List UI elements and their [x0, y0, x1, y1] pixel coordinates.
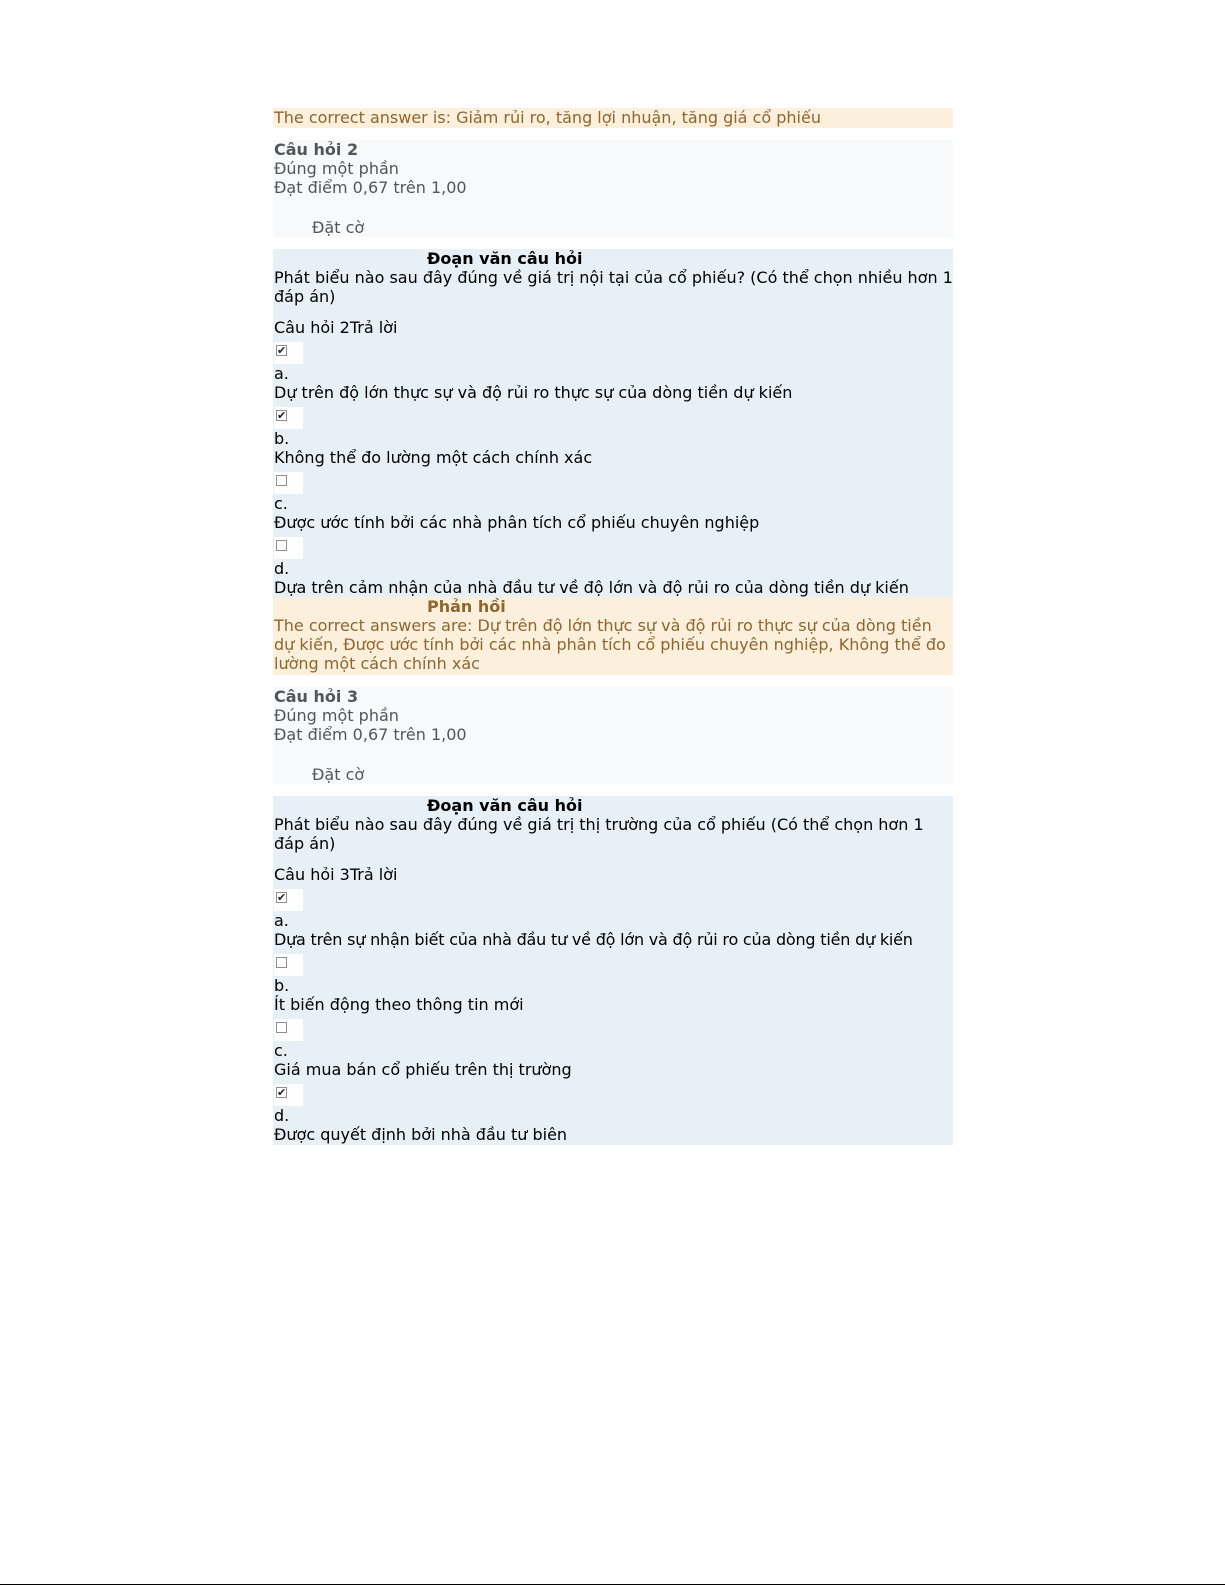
question-state: Đúng một phần	[274, 706, 399, 725]
question-content-q2	[273, 249, 953, 597]
correct-answers-text: The correct answers are: Dự trên độ lớn thực sự và độ rủi ro thực sự của dòng tiền dự kiến, Được ước tính bởi các nhà phân tích cổ phiếu chuyên nghiệp, Không thể đo lường một cách chính xác	[274, 616, 946, 673]
option-text[interactable]: Giá mua bán cổ phiếu trên thị trường	[274, 1060, 572, 1079]
option-checkbox-container	[274, 407, 303, 429]
option-d-checkbox[interactable]	[276, 540, 287, 551]
option-letter: d.	[274, 1106, 290, 1125]
flag-question-link[interactable]: Đặt cờ	[312, 218, 365, 237]
option-text[interactable]: Được ước tính bởi các nhà phân tích cổ phiếu chuyên nghiệp	[274, 513, 760, 532]
option-text[interactable]: Không thể đo lường một cách chính xác	[274, 448, 593, 467]
question-grade: Đạt điểm 0,67 trên 1,00	[274, 178, 467, 197]
answer-prompt: Câu hỏi 3Trả lời	[274, 865, 398, 884]
option-text[interactable]: Dự trên độ lớn thực sự và độ rủi ro thực sự của dòng tiền dự kiến	[274, 383, 793, 402]
question-content-q3	[273, 796, 953, 1145]
option-text[interactable]: Dựa trên sự nhận biết của nhà đầu tư về độ lớn và độ rủi ro của dòng tiền dự kiến	[274, 930, 913, 949]
option-text[interactable]: Dựa trên cảm nhận của nhà đầu tư về độ lớn và độ rủi ro của dòng tiền dự kiến	[274, 578, 909, 597]
option-checkbox-container	[274, 1019, 303, 1041]
option-letter: c.	[274, 494, 288, 513]
option-c-checkbox[interactable]	[276, 1022, 287, 1033]
option-a-checkbox[interactable]: ✔	[277, 891, 287, 904]
question-grade: Đạt điểm 0,67 trên 1,00	[274, 725, 467, 744]
option-letter: c.	[274, 1041, 288, 1060]
previous-question-feedback: The correct answer is: Giảm rủi ro, tăng lợi nhuận, tăng giá cổ phiếu	[273, 108, 953, 128]
option-checkbox-container	[274, 342, 303, 364]
option-d-checkbox[interactable]: ✔	[277, 1086, 287, 1099]
question-info-q3	[273, 687, 953, 784]
feedback-heading: Phản hồi	[427, 597, 506, 616]
option-letter: b.	[274, 976, 290, 995]
option-a-checkbox[interactable]: ✔	[277, 344, 287, 357]
option-letter: d.	[274, 559, 290, 578]
option-letter: a.	[274, 364, 289, 383]
question-text: Phát biểu nào sau đây đúng về giá trị nội tại của cổ phiếu? (Có thể chọn nhiều hơn 1 đáp án)	[274, 268, 953, 306]
option-text[interactable]: Ít biến động theo thông tin mới	[274, 995, 524, 1014]
option-checkbox-container	[274, 537, 303, 559]
question-text: Phát biểu nào sau đây đúng về giá trị thị trường của cổ phiếu (Có thể chọn hơn 1 đáp án)	[274, 815, 924, 853]
option-c-checkbox[interactable]	[276, 475, 287, 486]
question-number: Câu hỏi 3	[274, 687, 359, 706]
question-text-heading: Đoạn văn câu hỏi	[427, 249, 583, 268]
option-checkbox-container	[274, 472, 303, 494]
option-checkbox-container	[274, 1084, 303, 1106]
question-info-q2	[273, 140, 953, 237]
option-checkbox-container	[274, 889, 303, 911]
question-state: Đúng một phần	[274, 159, 399, 178]
option-letter: a.	[274, 911, 289, 930]
option-checkbox-container	[274, 954, 303, 976]
option-letter: b.	[274, 429, 290, 448]
flag-question-link[interactable]: Đặt cờ	[312, 765, 365, 784]
option-b-checkbox[interactable]: ✔	[277, 409, 287, 422]
option-text[interactable]: Được quyết định bởi nhà đầu tư biên	[274, 1125, 568, 1144]
answer-prompt: Câu hỏi 2Trả lời	[274, 318, 398, 337]
question-number: Câu hỏi 2	[274, 140, 359, 159]
question-text-heading: Đoạn văn câu hỏi	[427, 796, 583, 815]
option-b-checkbox[interactable]	[276, 957, 287, 968]
question-feedback-q2	[273, 597, 953, 675]
